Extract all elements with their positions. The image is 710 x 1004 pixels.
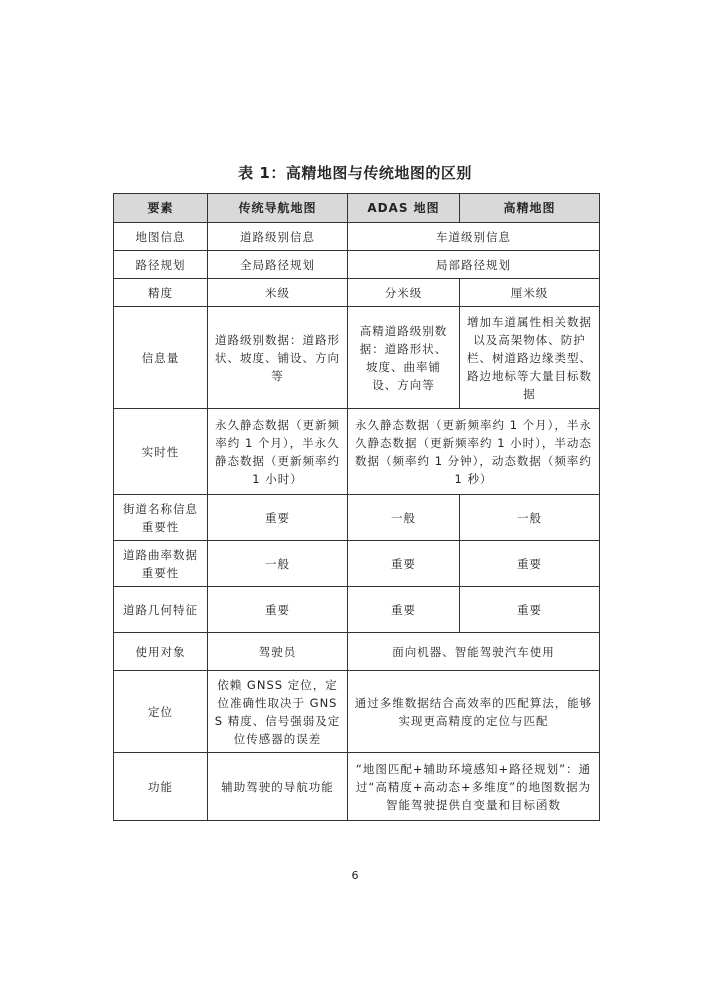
cell-hd: 一般 [460,495,600,541]
row-label: 道路曲率数据重要性 [114,541,208,587]
cell-adas-hd: 永久静态数据（更新频率约 1 个月），半永久静态数据（更新频率约 1 小时），半动态数据（频率约 1 分钟），动态数据（频率约 1 秒） [348,409,600,495]
row-label: 信息量 [114,307,208,409]
row-label: 使用对象 [114,633,208,671]
cell-traditional: 重要 [208,587,348,633]
cell-traditional: 永久静态数据（更新频率约 1 个月），半永久静态数据（更新频率约 1 小时） [208,409,348,495]
cell-traditional: 一般 [208,541,348,587]
cell-traditional: 辅助驾驶的导航功能 [208,753,348,821]
cell-traditional: 全局路径规划 [208,251,348,279]
table-row [114,251,600,279]
comparison-table [113,193,600,821]
table-row [114,753,600,821]
cell-adas: 高精道路级别数据：道路形状、坡度、曲率铺设、方向等 [348,307,460,409]
cell-adas: 重要 [348,541,460,587]
row-label: 定位 [114,671,208,753]
table-row [114,587,600,633]
row-label: 街道名称信息重要性 [114,495,208,541]
table-row [114,633,600,671]
header-element: 要素 [114,194,208,223]
cell-hd: 重要 [460,541,600,587]
table-title: 表 1：高精地图与传统地图的区别 [238,164,472,182]
table-row [114,409,600,495]
table-row [114,671,600,753]
cell-adas: 重要 [348,587,460,633]
cell-traditional: 道路级别信息 [208,223,348,251]
row-label: 道路几何特征 [114,587,208,633]
cell-adas-hd: 通过多维数据结合高效率的匹配算法，能够实现更高精度的定位与匹配 [348,671,600,753]
row-label: 功能 [114,753,208,821]
table-header-row [114,194,600,223]
header-hd-map: 高精地图 [460,194,600,223]
cell-traditional: 道路级别数据：道路形状、坡度、铺设、方向等 [208,307,348,409]
cell-adas: 分米级 [348,279,460,307]
cell-traditional: 依赖 GNSS 定位，定位准确性取决于 GNSS 精度、信号强弱及定位传感器的误差 [208,671,348,753]
cell-adas: 一般 [348,495,460,541]
cell-adas-hd: “地图匹配+辅助环境感知+路径规划”：通过“高精度+高动态+多维度”的地图数据为智能驾驶提供自变量和目标函数 [348,753,600,821]
header-traditional-map: 传统导航地图 [208,194,348,223]
cell-hd: 重要 [460,587,600,633]
table-row [114,279,600,307]
row-label: 地图信息 [114,223,208,251]
cell-adas-hd: 局部路径规划 [348,251,600,279]
table-row [114,307,600,409]
table-row [114,223,600,251]
cell-traditional: 重要 [208,495,348,541]
page-number: 6 [351,869,359,882]
row-label: 路径规划 [114,251,208,279]
table-row [114,541,600,587]
cell-hd: 增加车道属性相关数据以及高架物体、防护栏、树道路边缘类型、路边地标等大量目标数据 [460,307,600,409]
row-label: 实时性 [114,409,208,495]
cell-adas-hd: 面向机器、智能驾驶汽车使用 [348,633,600,671]
cell-traditional: 米级 [208,279,348,307]
header-adas-map: ADAS 地图 [348,194,460,223]
row-label: 精度 [114,279,208,307]
table-row [114,495,600,541]
cell-traditional: 驾驶员 [208,633,348,671]
cell-hd: 厘米级 [460,279,600,307]
cell-adas-hd: 车道级别信息 [348,223,600,251]
